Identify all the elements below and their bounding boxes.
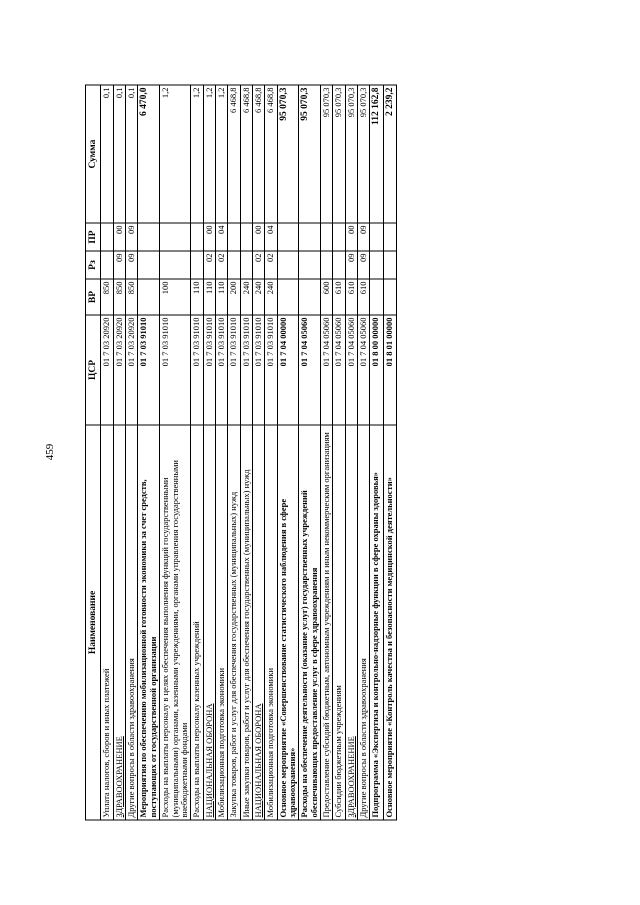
cell-vr: 850 <box>126 279 138 315</box>
cell-rz: 09 <box>126 251 138 279</box>
table-row <box>299 85 321 820</box>
table-row <box>191 85 203 820</box>
cell-pr <box>333 223 345 251</box>
cell-sum: 1,2 <box>203 85 215 223</box>
table-row <box>333 85 345 820</box>
table-row <box>203 85 215 820</box>
cell-csr: 01 7 03 91010 <box>160 315 191 425</box>
cell-csr: 01 7 04 05060 <box>345 315 357 425</box>
cell-rz <box>240 251 252 279</box>
cell-name: Мобилизационная подготовка экономики <box>215 425 227 820</box>
table-row <box>138 85 160 820</box>
cell-vr: 110 <box>203 279 215 315</box>
cell-pr: 00 <box>345 223 357 251</box>
cell-pr <box>191 223 203 251</box>
cell-vr <box>138 279 160 315</box>
cell-pr: 00 <box>203 223 215 251</box>
cell-rz <box>277 251 299 279</box>
table-row <box>358 85 370 820</box>
cell-vr: 100 <box>160 279 191 315</box>
cell-pr: 00 <box>252 223 264 251</box>
table-row <box>113 85 125 820</box>
table-row <box>160 85 191 820</box>
table-row <box>240 85 252 820</box>
cell-pr <box>138 223 160 251</box>
table-row <box>277 85 299 820</box>
cell-vr: 240 <box>265 279 277 315</box>
cell-name: Мобилизационная подготовка экономики <box>265 425 277 820</box>
cell-vr: 850 <box>113 279 125 315</box>
cell-name: Другие вопросы в области здравоохранения <box>358 425 370 820</box>
cell-vr: 110 <box>191 279 203 315</box>
cell-csr: 01 7 04 05060 <box>358 315 370 425</box>
cell-csr: 01 7 03 91010 <box>191 315 203 425</box>
cell-name: Закупка товаров, работ и услуг для обеспечения государственных (муниципальных) нужд <box>228 425 240 820</box>
table-row <box>370 85 383 820</box>
cell-sum: 95 070,3 <box>345 85 357 223</box>
cell-sum: 0,1 <box>126 85 138 223</box>
cell-name: ЗДРАВООХРАНЕНИЕ <box>113 425 125 820</box>
cell-csr: 01 7 04 05060 <box>333 315 345 425</box>
cell-vr <box>383 279 396 315</box>
table-row <box>215 85 227 820</box>
cell-rz: 02 <box>265 251 277 279</box>
cell-sum: 95 070,3 <box>277 85 299 223</box>
cell-sum: 6 468,8 <box>252 85 264 223</box>
cell-sum: 1,2 <box>160 85 191 223</box>
cell-name: Субсидии бюджетным учреждениям <box>333 425 345 820</box>
cell-name: Расходы на обеспечение деятельности (оказание услуг) государственных учреждений обеспечивающих предоставление услуг в сфере здравоохранения <box>299 425 321 820</box>
document-sheet <box>85 85 551 820</box>
header-csr: ЦСР <box>86 315 101 425</box>
cell-rz: 02 <box>203 251 215 279</box>
cell-csr: 01 7 03 91010 <box>203 315 215 425</box>
cell-sum: 6 468,8 <box>240 85 252 223</box>
cell-vr: 850 <box>101 279 113 315</box>
cell-pr: 04 <box>215 223 227 251</box>
cell-sum: 0,1 <box>113 85 125 223</box>
cell-pr <box>383 223 396 251</box>
cell-sum: 1,2 <box>215 85 227 223</box>
cell-sum: 95 070,3 <box>320 85 332 223</box>
cell-rz <box>383 251 396 279</box>
cell-rz <box>228 251 240 279</box>
cell-csr: 01 7 04 00000 <box>277 315 299 425</box>
cell-csr: 01 7 04 05060 <box>299 315 321 425</box>
cell-name: Расходы на выплаты персоналу казенных учреждений <box>191 425 203 820</box>
cell-name: НАЦИОНАЛЬНАЯ ОБОРОНА <box>203 425 215 820</box>
cell-csr: 01 8 00 00000 <box>370 315 383 425</box>
cell-vr <box>370 279 383 315</box>
cell-rz: 09 <box>345 251 357 279</box>
header-row <box>86 85 101 820</box>
cell-sum: 112 162,8 <box>370 85 383 223</box>
cell-pr: 04 <box>265 223 277 251</box>
table-row <box>252 85 264 820</box>
cell-pr <box>101 223 113 251</box>
rotated-table-wrapper <box>85 85 551 820</box>
cell-vr: 110 <box>215 279 227 315</box>
cell-rz: 02 <box>215 251 227 279</box>
cell-csr: 01 7 04 05060 <box>320 315 332 425</box>
cell-vr: 240 <box>240 279 252 315</box>
cell-name: Предоставление субсидий бюджетным, автономным учреждениям и иным некоммерческим организациям <box>320 425 332 820</box>
cell-pr <box>160 223 191 251</box>
header-name: Наименование <box>86 425 101 820</box>
cell-sum: 95 070,3 <box>299 85 321 223</box>
cell-csr: 01 7 03 91010 <box>265 315 277 425</box>
cell-rz <box>333 251 345 279</box>
cell-pr <box>228 223 240 251</box>
cell-rz: 09 <box>358 251 370 279</box>
page-number: 459 <box>44 443 56 461</box>
cell-pr: 09 <box>126 223 138 251</box>
cell-csr: 01 7 03 91010 <box>240 315 252 425</box>
cell-csr: 01 7 03 20920 <box>101 315 113 425</box>
cell-csr: 01 7 03 91010 <box>252 315 264 425</box>
table-header <box>86 85 101 820</box>
cell-name: Подпрограмма «Экспертиза и контрольно-надзорные функции в сфере охраны здоровья» <box>370 425 383 820</box>
table-row <box>126 85 138 820</box>
cell-rz <box>320 251 332 279</box>
cell-pr <box>299 223 321 251</box>
cell-sum: 6 468,8 <box>265 85 277 223</box>
header-rz: Рз <box>86 251 101 279</box>
cell-name: Уплата налогов, сборов и иных платежей <box>101 425 113 820</box>
cell-csr: 01 7 03 20920 <box>126 315 138 425</box>
cell-rz <box>160 251 191 279</box>
cell-rz <box>299 251 321 279</box>
cell-rz: 09 <box>113 251 125 279</box>
table-row <box>228 85 240 820</box>
header-vr: ВР <box>86 279 101 315</box>
cell-rz <box>370 251 383 279</box>
table-row <box>101 85 113 820</box>
cell-vr: 240 <box>252 279 264 315</box>
cell-sum: 6 468,8 <box>228 85 240 223</box>
header-pr: ПР <box>86 223 101 251</box>
cell-vr: 610 <box>358 279 370 315</box>
header-sum: Сумма <box>86 85 101 223</box>
cell-sum: 6 470,0 <box>138 85 160 223</box>
cell-pr: 00 <box>113 223 125 251</box>
cell-name: НАЦИОНАЛЬНАЯ ОБОРОНА <box>252 425 264 820</box>
cell-csr: 01 7 03 91010 <box>228 315 240 425</box>
cell-name: Иные закупки товаров, работ и услуг для обеспечения государственных (муниципальных) нужд <box>240 425 252 820</box>
cell-name: Другие вопросы в области здравоохранения <box>126 425 138 820</box>
cell-pr <box>240 223 252 251</box>
cell-vr: 200 <box>228 279 240 315</box>
cell-pr: 09 <box>358 223 370 251</box>
cell-sum: 1,2 <box>191 85 203 223</box>
cell-vr: 610 <box>345 279 357 315</box>
cell-csr: 01 7 03 91010 <box>138 315 160 425</box>
cell-name: Основное мероприятие «Совершенствование статистического наблюдения в сфере здравоохранения» <box>277 425 299 820</box>
cell-pr <box>320 223 332 251</box>
cell-sum: 2 239,2 <box>383 85 396 223</box>
table-row <box>320 85 332 820</box>
table-row <box>345 85 357 820</box>
cell-rz <box>138 251 160 279</box>
cell-csr: 01 7 03 20920 <box>113 315 125 425</box>
cell-pr <box>370 223 383 251</box>
cell-rz <box>101 251 113 279</box>
cell-name: Расходы на выплаты персоналу в целях обеспечения выполнения функций государственными (муниципальными) органами, казенными учреждениями, органами управления государственными внебюджетными фондами <box>160 425 191 820</box>
cell-rz <box>191 251 203 279</box>
cell-vr: 600 <box>320 279 332 315</box>
table-row <box>265 85 277 820</box>
cell-csr: 01 7 03 91010 <box>215 315 227 425</box>
cell-sum: 0,1 <box>101 85 113 223</box>
table-row <box>383 85 396 820</box>
cell-sum: 95 070,3 <box>358 85 370 223</box>
budget-table <box>85 84 397 820</box>
cell-sum: 95 070,3 <box>333 85 345 223</box>
cell-name: Мероприятия по обеспечению мобилизационной готовности экономики за счет средств, поступающих от государственной организации <box>138 425 160 820</box>
table-body <box>101 85 397 820</box>
cell-vr <box>299 279 321 315</box>
cell-name: Основное мероприятие «Контроль качества и безопасности медицинской деятельности» <box>383 425 396 820</box>
cell-name: ЗДРАВООХРАНЕНИЕ <box>345 425 357 820</box>
cell-rz: 02 <box>252 251 264 279</box>
cell-vr <box>277 279 299 315</box>
cell-csr: 01 8 01 00000 <box>383 315 396 425</box>
cell-pr <box>277 223 299 251</box>
cell-vr: 610 <box>333 279 345 315</box>
